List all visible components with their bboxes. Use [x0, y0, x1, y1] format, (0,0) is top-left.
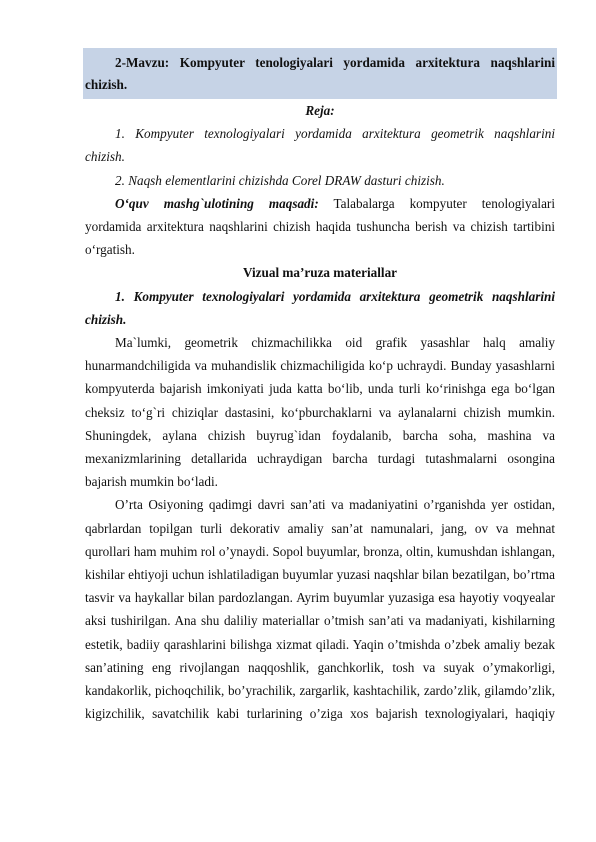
- section-title: Vizual ma’ruza materiallar: [242, 265, 398, 281]
- subsection-title: 1. Kompyuter texnologiyalari yordamida arxitektura geometrik naqshlarini chizish.: [85, 288, 555, 327]
- body-paragraph-2: O’rta Osiyoning qadimgi davri san’ati va madaniyatini o’rganishda yer ostidan, qabrlardan topilgan turli dekorativ amaliy san’at namunalari, jang, ov va mehnat qurollari ham muhim rol o’ynaydi. Sopol buyumlar, bronza, oltin, kumushdan ishlangan, kishilar ehtiyoji uchun ishlatiladigan buyumlar yuzasi naqshlar bilan bezatilgan, bo’rtma tasvir va haykallar bilan pardozlangan. Ayrim buyumlar yuzasiga esa hayotiy voqyealar aksi tushirilgan. Ana shu daliliy materiallar o’tmish san’ati va madaniyati, kishilarning estetik, badiiy qarashlarini bilishga xizmat qiladi. Yaqin o’tmishda o’zbek amaliy bezak san’atining eng rivojlangan naqqoshlik, ganchkorlik, tosh va suyak o’ymakorligi, kandakorlik, pichoqchilik, bo’yrachilik, zargarlik, kashtachilik, zardo’zlik, gilamdo’zlik, kigizchilik, savatchilik kabi turlarining o’ziga xos bajarish texnologiyalari, haqiqiy: [85, 497, 555, 722]
- document-title: 2-Mavzu: Kompyuter tenologiyalari yordamida arxitektura naqshlarini chizish.: [85, 55, 555, 92]
- body-paragraph-1: Ma`lumki, geometrik chizmachilikka oid grafik yasashlar halq amaliy hunarmandchiligida va muhandislik chizmachiligida ko‘p uchraydi. Bunday yasashlarni kompyuterda bajarish imkoniyati juda katta bo‘lib, unda turli ko‘rinishga ega bo‘lgan cheksiz to‘g`ri chiziqlar dastasini, ko‘pburchaklarni va aylanalarni chizish mumkin. Shuningdek, aylana chizish buyrug`idan foydalanib, barcha soha, mashina va mexanizmlarining detallarida uchraydigan barcha turdagi tutashmalarni osongina bajarish mumkin bo‘ladi.: [85, 335, 555, 490]
- goal-text: Talabalarga kompyuter tenologiyalari yordamida arxitektura naqshlarini chizish haqida tushuncha berish va chizish tartibini o‘rgatish.: [85, 195, 555, 258]
- document-page: [85, 48, 555, 725]
- goal-paragraph: [85, 192, 555, 262]
- goal-label: O‘quv mashg`ulotining maqsadi:: [115, 195, 319, 211]
- plan-heading: Reja:: [305, 103, 335, 118]
- plan-item-1: 1. Kompyuter texnologiyalari yordamida arxitektura geometrik naqshlarini chizish.: [85, 126, 555, 165]
- plan-item-2: 2. Naqsh elementlarini chizishda Corel DRAW dasturi chizish.: [115, 172, 445, 188]
- title-highlight: [83, 48, 557, 99]
